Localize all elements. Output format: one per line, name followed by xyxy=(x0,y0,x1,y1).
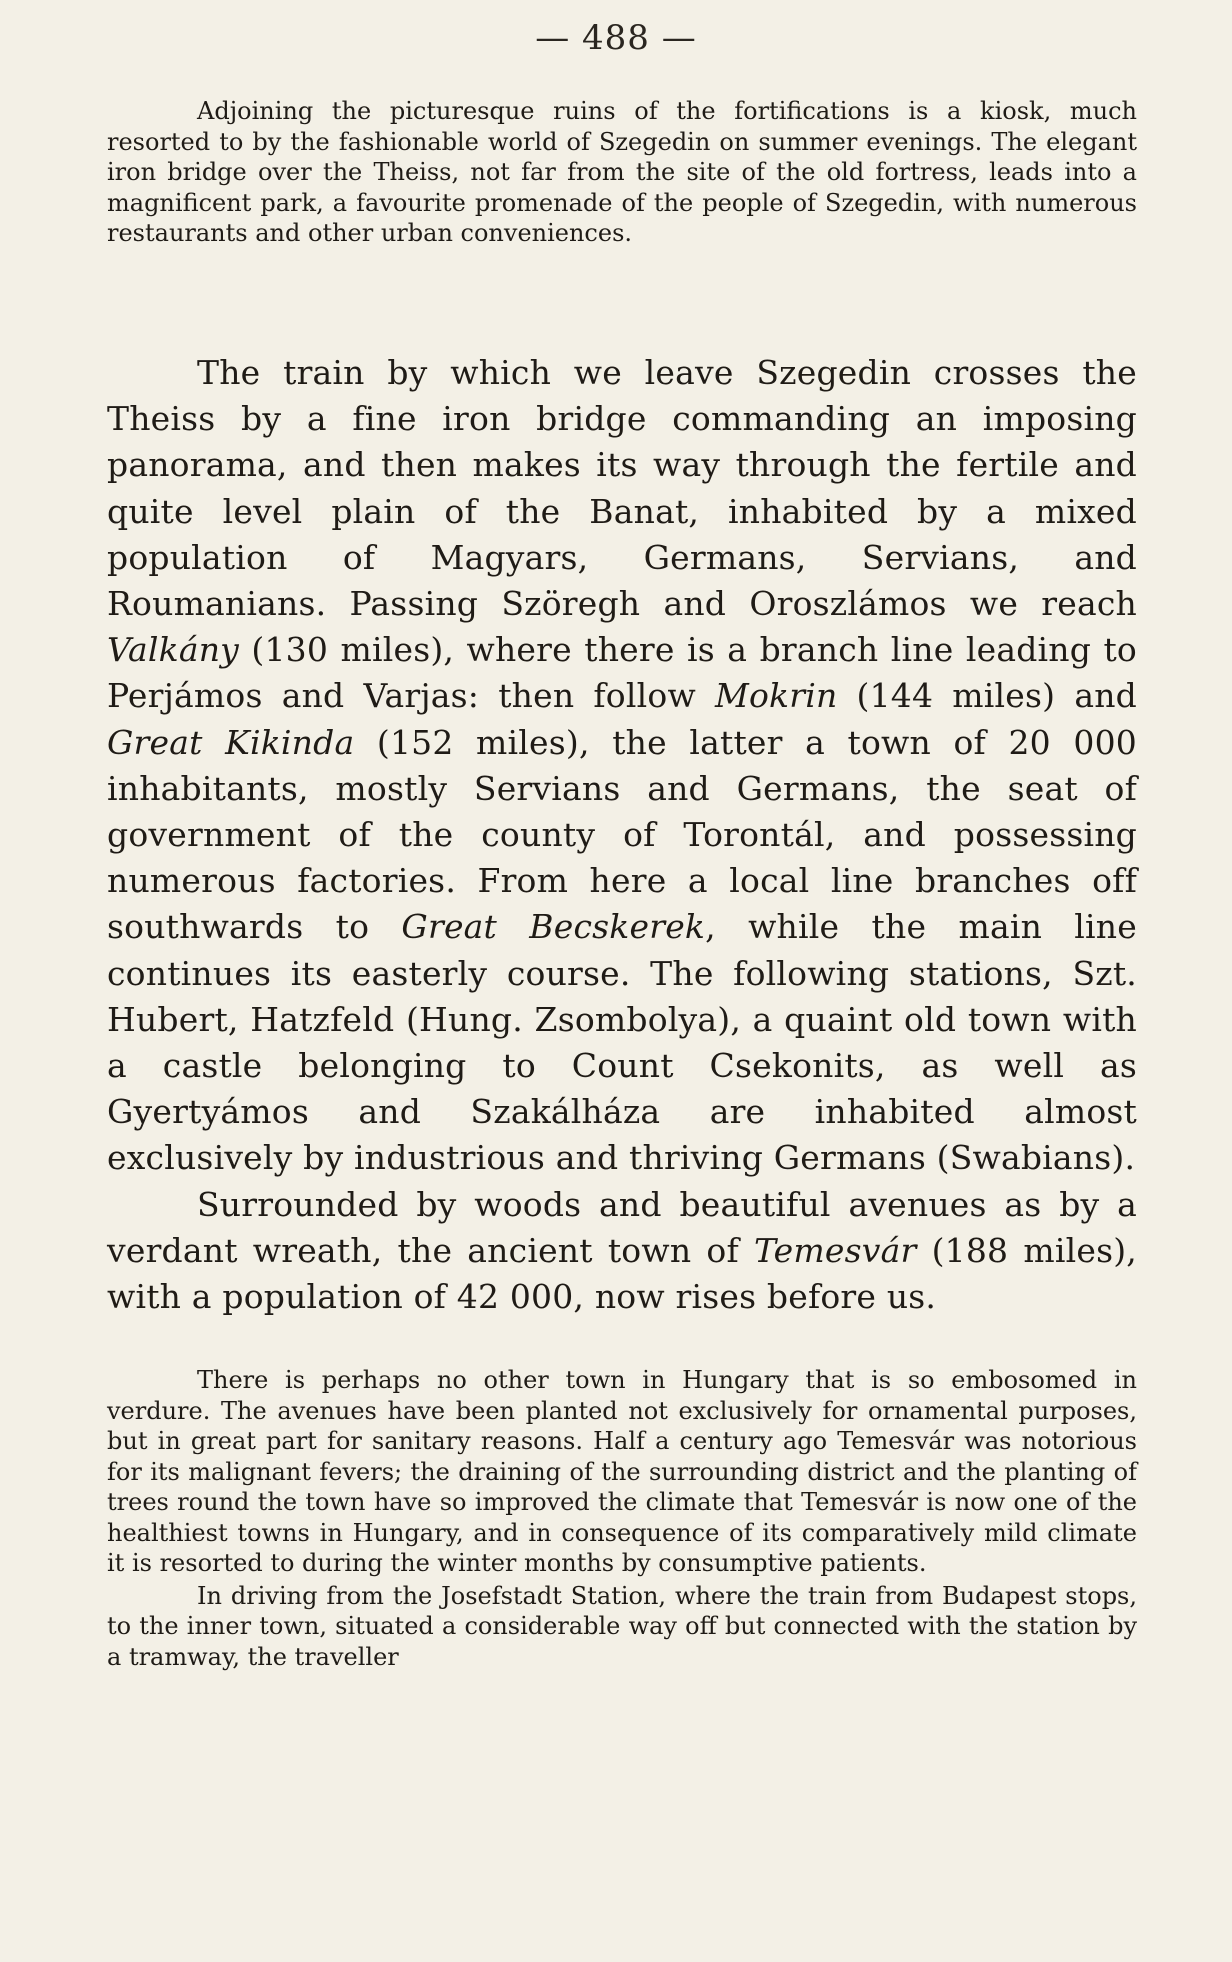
main-paragraph-2-part-1: Surrounded by woods and beautiful avenues as by a verdant wreath, the ancient town of xyxy=(107,1184,1137,1270)
main-text xyxy=(107,350,1137,1320)
place-mokrin: Mokrin xyxy=(715,676,838,716)
main-paragraph-1-part-2: (130 miles), where there is a branch line leading to Perjámos and Varjas: then follow xyxy=(107,630,1137,716)
place-great-kikinda: Great Kikinda xyxy=(107,722,355,762)
page-number: — 488 — xyxy=(535,18,697,58)
place-great-becskerek: Great Becskerek xyxy=(401,907,706,947)
main-paragraph-1-part-4: (152 miles), the latter a town of 20 000 inhabitants, mostly Servians and Germans, the seat of government of the county of Torontál, and possessing numerous factories. From here a local line branches off southwards to xyxy=(107,722,1137,947)
bottom-note-paragraph-1: There is perhaps no other town in Hungary that is so embosomed in verdure. The avenues have been planted not exclusively for ornamental purposes, but in great part for sanitary reasons. Half a century ago Temesvár was notorious for its malignant fevers; the draining of the surrounding district and the planting of trees round the town have so improved the climate that Temesvár is now one of the healthiest towns in Hungary, and in consequence of its comparatively mild climate it is resorted to during the winter months by consumptive patients. xyxy=(107,1366,1137,1577)
bottom-note xyxy=(107,1365,1137,1672)
main-paragraph-1-part-1: The train by which we leave Szegedin crosses the Theiss by a fine iron bridge commanding an imposing panorama, and then makes its way through the fertile and quite level plain of the Banat, inhabited by a mixed population of Magyars, Germans, Servians, and Roumanians. Passing Szöregh and Oroszlámos we reach xyxy=(107,353,1137,624)
bottom-note-paragraph-2: In driving from the Josefstadt Station, where the train from Budapest stops, to the inner town, situated a considerable way off but connected with the station by a tramway, the traveller xyxy=(107,1581,1137,1671)
top-note-paragraph: Adjoining the picturesque ruins of the fortifications is a kiosk, much resorted to by the fashionable world of Szegedin on summer evenings. The elegant iron bridge over the Theiss, not far from the site of the old fortress, leads into a magnificent park, a favourite promenade of the people of Szegedin, with numerous restaurants and other urban conveniences. xyxy=(107,97,1137,247)
main-paragraph-1-part-3: (144 miles) and xyxy=(837,676,1137,716)
main-paragraph-1-part-5: , while the main line continues its easterly course. The following stations, Szt. Hubert, Hatzfeld (Hung. Zsombolya), a quaint old town with a castle belonging to Count Csekonits, as well as Gyertyámos and Szakálháza are inhabited almost exclusively by industrious and thriving Germans (Swabians). xyxy=(107,907,1137,1178)
top-note xyxy=(107,96,1137,249)
place-valkany: Valkány xyxy=(107,630,239,670)
main-paragraph-2 xyxy=(107,1182,1137,1321)
main-paragraph-2-part-2: (188 miles), with a population of 42 000, now rises before us. xyxy=(107,1230,1137,1317)
place-temesvar: Temesvár xyxy=(754,1230,917,1270)
main-paragraph-1 xyxy=(107,350,1137,1182)
